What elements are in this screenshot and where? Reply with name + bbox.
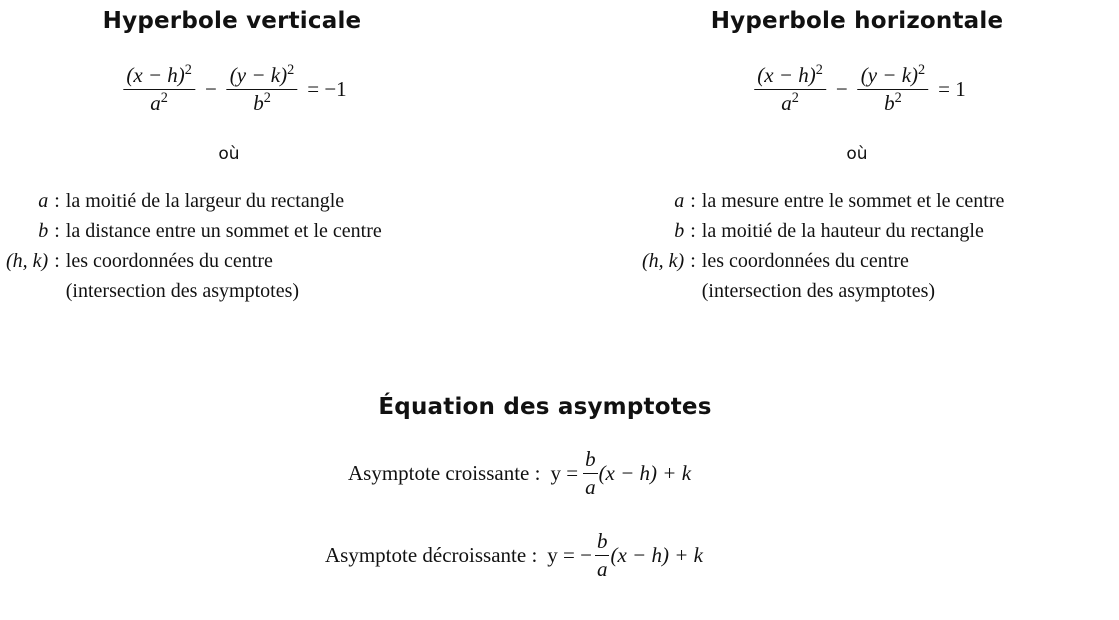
minus-sign: − <box>204 77 217 102</box>
equation-rhs: = 1 <box>938 77 966 102</box>
exponent: 2 <box>287 62 295 79</box>
fraction-x <box>754 64 826 115</box>
definition-row <box>642 186 1004 216</box>
asymptotes-title: Équation des asymptotes <box>378 394 712 420</box>
ou-label: où <box>218 144 240 164</box>
exponent: 2 <box>894 90 902 107</box>
asymptote-rest: (x − h) + k <box>598 461 692 486</box>
numerator-y: (y − k) <box>229 63 288 87</box>
definition-text: la distance entre un sommet et le centre <box>65 219 382 242</box>
definition-text: (intersection des asymptotes) <box>701 279 936 302</box>
asymptote-lhs: y = <box>550 461 579 486</box>
definition-colon: : <box>54 219 60 242</box>
numerator-x: (x − h) <box>126 63 185 87</box>
exponent: 2 <box>815 62 823 79</box>
definition-colon: : <box>690 219 696 242</box>
definition-symbol: a <box>674 189 685 212</box>
exponent: 2 <box>184 62 192 79</box>
definition-colon: : <box>54 189 60 212</box>
vertical-equation <box>119 64 346 115</box>
vertical-definitions <box>6 186 382 306</box>
denominator-b: b <box>884 91 895 116</box>
definition-row <box>6 186 382 216</box>
equation-rhs: = −1 <box>307 77 347 102</box>
exponent: 2 <box>263 90 271 107</box>
minus-sign: − <box>835 77 848 102</box>
definition-row <box>642 216 1004 246</box>
horizontal-definitions <box>642 186 1004 306</box>
decreasing-asymptote <box>325 530 703 581</box>
definition-text: (intersection des asymptotes) <box>65 279 300 302</box>
definition-symbol: (h, k) <box>6 249 49 272</box>
ou-label: où <box>846 144 868 164</box>
definition-text: la moitié de la largeur du rectangle <box>65 189 345 212</box>
denominator-b: b <box>253 91 264 116</box>
exponent: 2 <box>791 90 799 107</box>
horizontal-hyperbola-title: Hyperbole horizontale <box>710 8 1004 34</box>
exponent: 2 <box>160 90 168 107</box>
definition-row <box>6 246 382 276</box>
vertical-hyperbola-title: Hyperbole verticale <box>102 8 362 34</box>
definition-symbol: b <box>38 219 49 242</box>
exponent: 2 <box>918 62 926 79</box>
numerator-x: (x − h) <box>757 63 816 87</box>
definition-row <box>642 276 1004 306</box>
definition-symbol: b <box>674 219 685 242</box>
slope-numerator: b <box>595 530 610 556</box>
fraction-y <box>227 64 297 115</box>
definition-row <box>6 216 382 246</box>
slope-numerator: b <box>583 448 598 474</box>
numerator-y: (y − k) <box>860 63 919 87</box>
slope-fraction <box>583 448 598 499</box>
definition-colon: : <box>690 189 696 212</box>
horizontal-equation <box>750 64 966 115</box>
definition-row <box>642 246 1004 276</box>
asymptote-rest: (x − h) + k <box>610 543 703 568</box>
asymptote-label: Asymptote décroissante : <box>325 543 538 568</box>
definition-text: les coordonnées du centre <box>65 249 273 272</box>
fraction-x <box>123 64 195 115</box>
fraction-y <box>858 64 928 115</box>
definition-row <box>6 276 382 306</box>
denominator-a: a <box>781 91 792 116</box>
definition-text: la mesure entre le sommet et le centre <box>701 189 1005 212</box>
definition-colon: : <box>690 249 696 272</box>
definition-symbol: (h, k) <box>642 249 685 272</box>
denominator-a: a <box>150 91 161 116</box>
asymptote-label: Asymptote croissante : <box>348 461 541 486</box>
asymptote-lhs: y = − <box>547 543 592 568</box>
definition-symbol: a <box>38 189 49 212</box>
increasing-asymptote <box>348 448 691 499</box>
slope-denominator: a <box>585 475 596 500</box>
slope-denominator: a <box>596 557 608 582</box>
definition-colon: : <box>54 249 60 272</box>
definition-text: les coordonnées du centre <box>701 249 909 272</box>
definition-text: la moitié de la hauteur du rectangle <box>701 219 984 242</box>
slope-fraction <box>595 530 610 581</box>
